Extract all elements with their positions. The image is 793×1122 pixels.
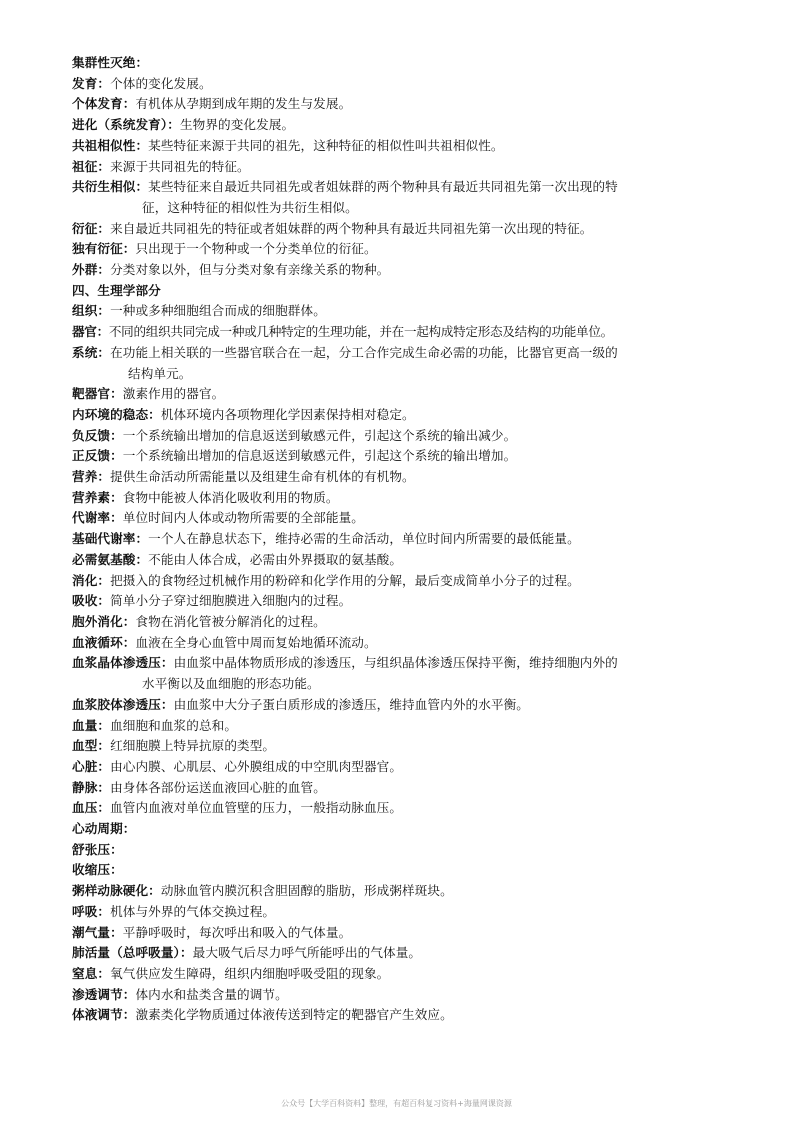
entry-osmoregulation: 渗透调节：体内水和盐类含量的调节。 xyxy=(72,986,288,1002)
entry-outgroup: 外群：分类对象以外，但与分类对象有亲缘关系的物种。 xyxy=(72,262,390,278)
entry-synapomorphy-similarity: 共衍生相似：某些特征来自最近共同祖先或者姐妹群的两个物种具有最近共同祖先第一次出现的特 征，这种特征的相似性为共衍生相似。 xyxy=(72,179,618,215)
entry-humoral-regulation: 体液调节：激素类化学物质通过体液传送到特定的靶器官产生效应。 xyxy=(72,1007,453,1023)
entry-ancestral-similarity: 共祖相似性：某些特征来源于共同的祖先，这种特征的相似性叫共祖相似性。 xyxy=(72,137,504,153)
entry-systolic-pressure: 收缩压： xyxy=(72,862,123,878)
entry-blood-circulation: 血液循环：血液在全身心血管中周而复始地循环流动。 xyxy=(72,634,377,650)
entry-extracellular-digestion: 胞外消化：食物在消化管被分解消化的过程。 xyxy=(72,613,326,629)
footer-watermark: 公众号【大学百科资料】整理，有超百科复习资料+海量网课资源 xyxy=(281,1099,512,1108)
entry-tidal-volume: 潮气量：平静呼吸时，每次呼出和吸入的气体量。 xyxy=(72,924,352,940)
entry-organ: 器官：不同的组织共同完成一种或几种特定的生理功能，并在一起构成特定形态及结构的功能单位。 xyxy=(72,324,613,340)
entry-respiration: 呼吸：机体与外界的气体交换过程。 xyxy=(72,903,276,919)
entry-crystal-osmotic-pressure: 血浆晶体渗透压：由血浆中晶体物质形成的渗透压，与组织晶体渗透压保持平衡，维持细胞内外的 水平衡以及血细胞的形态功能。 xyxy=(72,655,618,692)
entry-diastolic-pressure: 舒张压： xyxy=(72,841,123,857)
entry-development: 发育：个体的变化发展。 xyxy=(72,75,212,91)
entry-nutrition: 营养：提供生命活动所需能量以及组建生命有机体的有机物。 xyxy=(72,469,415,485)
entry-nutrient: 营养素：食物中能被人体消化吸收利用的物质。 xyxy=(72,489,339,505)
entry-ontogeny: 个体发育：有机体从孕期到成年期的发生与发展。 xyxy=(72,96,352,112)
entry-cardiac-cycle: 心动周期： xyxy=(72,821,136,837)
entry-evolution: 进化（系统发育）：生物界的变化发展。 xyxy=(72,117,295,133)
entry-blood-type: 血型：红细胞膜上特异抗原的类型。 xyxy=(72,738,276,754)
document-body xyxy=(72,53,732,1026)
entry-positive-feedback: 正反馈：一个系统输出增加的信息返送到敏感元件，引起这个系统的输出增加。 xyxy=(72,448,517,464)
entry-vital-capacity: 肺活量（总呼吸量）：最大吸气后尽力呼气所能呼出的气体量。 xyxy=(72,945,422,961)
entry-vein: 静脉：由身体各部份运送血液回心脏的血管。 xyxy=(72,779,326,795)
section-heading-physiology: 四、生理学部分 xyxy=(72,282,161,298)
entry-target-organ: 靶器官：激素作用的器官。 xyxy=(72,386,225,402)
entry-essential-amino-acid: 必需氨基酸：不能由人体合成，必需由外界摄取的氨基酸。 xyxy=(72,551,403,567)
entry-autapomorphy: 独有衍征：只出现于一个物种或一个分类单位的衍征。 xyxy=(72,241,377,257)
entry-plesiomorphy: 祖征：来源于共同祖先的特征。 xyxy=(72,158,250,174)
entry-asphyxia: 窒息：氧气供应发生障碍，组织内细胞呼吸受阻的现象。 xyxy=(72,965,390,981)
entry-negative-feedback: 负反馈：一个系统输出增加的信息返送到敏感元件，引起这个系统的输出减少。 xyxy=(72,427,517,443)
entry-apomorphy: 衍征：来自最近共同祖先的特征或者姐妹群的两个物种具有最近共同祖先第一次出现的特征。 xyxy=(72,220,593,236)
entry-blood-volume: 血量：血细胞和血浆的总和。 xyxy=(72,717,238,733)
entry-heart: 心脏：由心内膜、心肌层、心外膜组成的中空肌肉型器官。 xyxy=(72,758,403,774)
entry-atherosclerosis: 粥样动脉硬化：动脉血管内膜沉积含胆固醇的脂肪，形成粥样斑块。 xyxy=(72,883,453,899)
entry-blood-pressure: 血压：血管内血液对单位血管壁的压力，一般指动脉血压。 xyxy=(72,800,403,816)
entry-tissue: 组织：一种或多种细胞组合而成的细胞群体。 xyxy=(72,303,326,319)
entry-digestion: 消化：把摄入的食物经过机械作用的粉碎和化学作用的分解，最后变成简单小分子的过程。 xyxy=(72,572,580,588)
entry-homeostasis: 内环境的稳态：机体环境内各项物理化学因素保持相对稳定。 xyxy=(72,406,415,422)
entry-absorption: 吸收：简单小分子穿过细胞膜进入细胞内的过程。 xyxy=(72,593,352,609)
entry-system: 系统：在功能上相关联的一些器官联合在一起，分工合作完成生命必需的功能，比器官更高一级的 结构单元。 xyxy=(72,344,618,381)
entry-metabolic-rate: 代谢率：单位时间内人体或动物所需要的全部能量。 xyxy=(72,510,364,526)
entry-colloid-osmotic-pressure: 血浆胶体渗透压：由血浆中大分子蛋白质形成的渗透压，维持血管内外的水平衡。 xyxy=(72,696,529,712)
entry-basal-metabolic-rate: 基础代谢率：一个人在静息状态下，维持必需的生命活动，单位时间内所需要的最低能量。 xyxy=(72,531,580,547)
entry-mass-extinction: 集群性灭绝： xyxy=(72,55,149,70)
